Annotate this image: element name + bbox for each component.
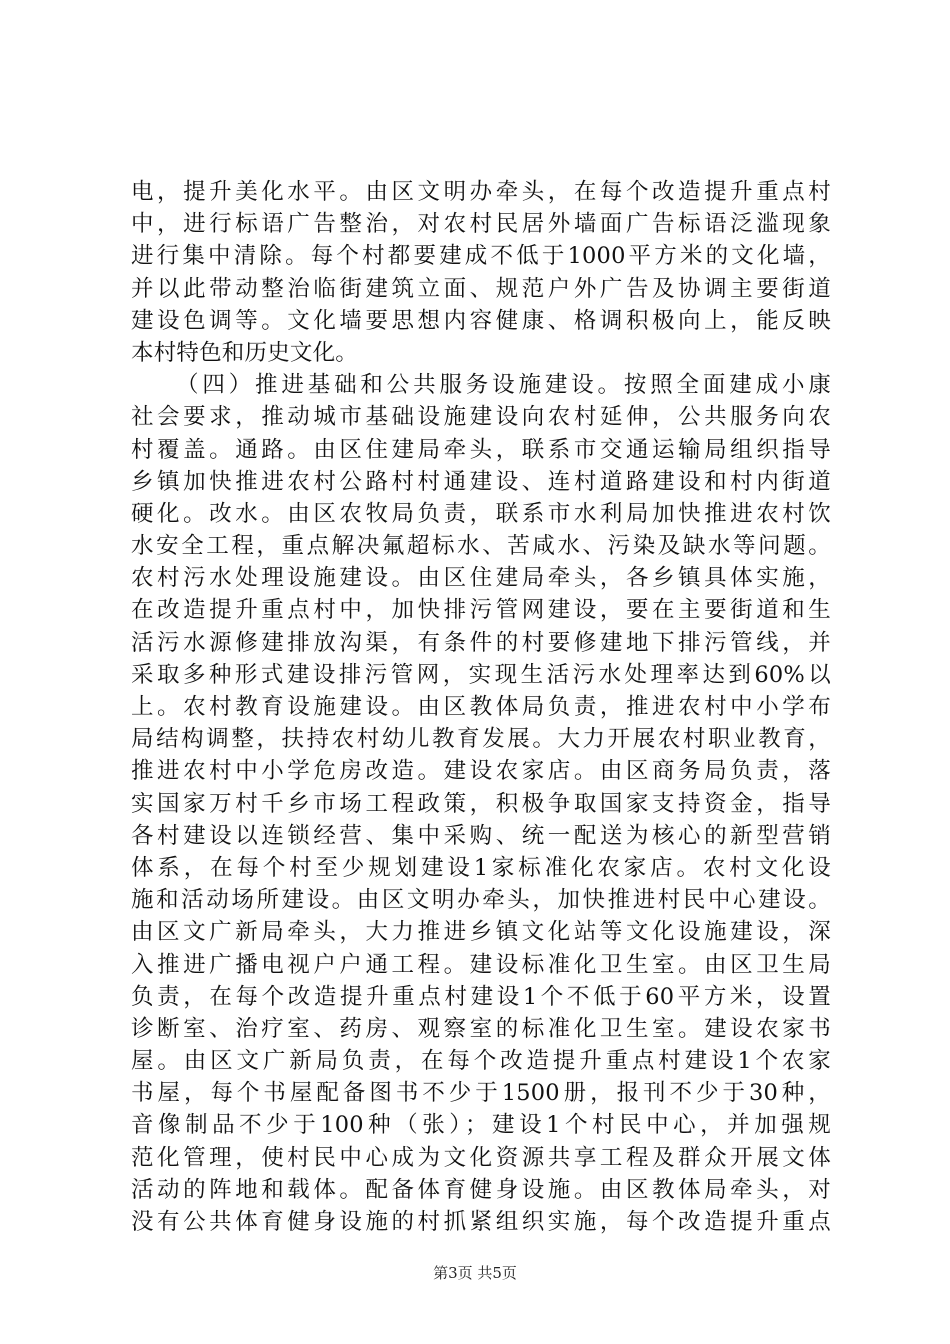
text-line: 实国家万村千乡市场工程政策，积极争取国家支持资金，指导 [131, 790, 831, 817]
text-line: 音像制品不少于100种（张）；建设1个村民中心，并加强规 [131, 1112, 831, 1139]
text-line: 推进农村中小学危房改造。建设农家店。由区商务局负责，落 [131, 758, 831, 785]
text-line: 局结构调整，扶持农村幼儿教育发展。大力开展农村职业教育， [131, 726, 831, 753]
text-line: 屋。由区文广新局负责，在每个改造提升重点村建设1个农家 [131, 1048, 831, 1075]
text-line: 电，提升美化水平。由区文明办牵头，在每个改造提升重点村 [131, 179, 831, 205]
page-number-footer: 第3页 共5页 [433, 1264, 517, 1282]
text-line: 村覆盖。通路。由区住建局牵头，联系市交通运输局组织指导 [131, 436, 831, 463]
text-line: 本村特色和历史文化。 [131, 339, 359, 366]
text-line: 水安全工程，重点解决氟超标水、苦咸水、污染及缺水等问题。 [131, 533, 831, 560]
text-line: 负责，在每个改造提升重点村建设1个不低于60平方米，设置 [131, 983, 831, 1010]
text-line: 诊断室、治疗室、药房、观察室的标准化卫生室。建设农家书 [131, 1015, 831, 1042]
text-line: 在改造提升重点村中，加快排污管网建设，要在主要街道和生 [131, 597, 831, 624]
section-heading-line: （四）推进基础和公共服务设施建设。按照全面建成小康 [176, 372, 831, 399]
text-line: 并以此带动整治临街建筑立面、规范户外广告及协调主要街道 [131, 275, 831, 302]
text-line: 各村建设以连锁经营、集中采购、统一配送为核心的新型营销 [131, 822, 831, 849]
text-line: 活动的阵地和载体。配备体育健身设施。由区教体局牵头，对 [131, 1176, 831, 1203]
text-line: 入推进广播电视户户通工程。建设标准化卫生室。由区卫生局 [131, 951, 831, 978]
text-line: 体系，在每个村至少规划建设1家标准化农家店。农村文化设 [131, 854, 831, 881]
text-line: 采取多种形式建设排污管网，实现生活污水处理率达到60%以 [131, 661, 831, 688]
text-line: 上。农村教育设施建设。由区教体局负责，推进农村中小学布 [131, 694, 831, 720]
text-line: 进行集中清除。每个村都要建成不低于1000平方米的文化墙， [131, 243, 831, 270]
text-line: 社会要求，推动城市基础设施建设向农村延伸，公共服务向农 [131, 404, 831, 431]
text-line: 乡镇加快推进农村公路村村通建设、连村道路建设和村内街道 [131, 468, 831, 495]
text-line: 由区文广新局牵头，大力推进乡镇文化站等文化设施建设，深 [131, 919, 831, 946]
text-line: 范化管理，使村民中心成为文化资源共享工程及群众开展文体 [131, 1144, 831, 1171]
text-line: 中，进行标语广告整治，对农村民居外墙面广告标语泛滥现象 [131, 211, 831, 238]
text-line: 农村污水处理设施建设。由区住建局牵头，各乡镇具体实施， [131, 565, 831, 592]
text-line: 建设色调等。文化墙要思想内容健康、格调积极向上，能反映 [131, 307, 831, 334]
text-line: 硬化。改水。由区农牧局负责，联系市水利局加快推进农村饮 [131, 500, 831, 527]
text-line: 施和活动场所建设。由区文明办牵头，加快推进村民中心建设。 [131, 887, 831, 914]
text-line: 书屋，每个书屋配备图书不少于1500册，报刊不少于30种， [131, 1080, 831, 1107]
text-line: 活污水源修建排放沟渠，有条件的村要修建地下排污管线，并 [131, 629, 831, 656]
body-text [131, 176, 831, 1238]
text-line: 没有公共体育健身设施的村抓紧组织实施，每个改造提升重点 [131, 1209, 831, 1235]
